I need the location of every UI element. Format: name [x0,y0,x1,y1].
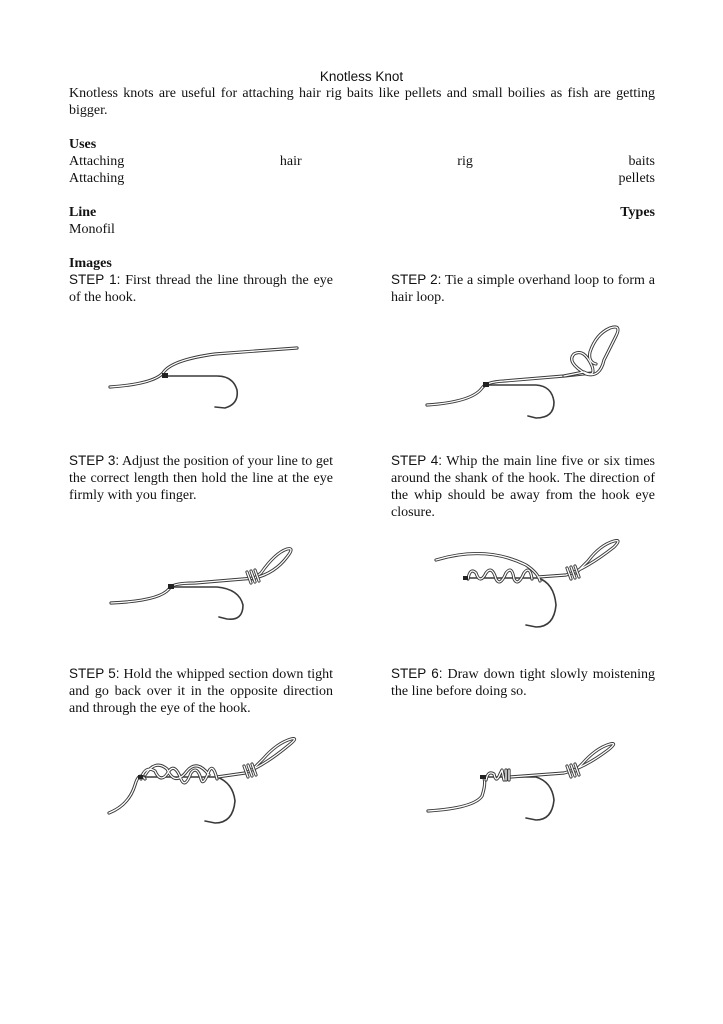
step-6-description [391,665,655,700]
line-types-heading [69,204,655,221]
types-heading: Types [620,205,655,220]
step-label: STEP 1: [69,272,121,287]
finished-knot-icon [424,740,634,830]
step-4-description [391,452,655,521]
uses-heading: Uses [69,137,97,152]
step-text: First thread the line through the eye of the hook. [69,273,333,305]
whipped-shank-icon [426,535,636,635]
step-text: Adjust the position of your line to get the correct length then hold the line at the eye firmly with you finger. [69,454,333,503]
overhand-hair-loop-icon [424,318,634,423]
step-3-description [69,452,333,504]
uses-word: Attaching [69,154,125,169]
step-2-illustration [424,318,634,423]
step-1-description [69,271,333,306]
step-text: Tie a simple overhand loop to form a hair loop. [391,273,655,305]
uses-word: Attaching [69,171,125,186]
step-1-illustration [105,340,305,410]
step-label: STEP 5: [69,666,120,681]
images-heading: Images [69,256,112,271]
adjusted-hair-length-icon [105,545,305,625]
step-text: Draw down tight slowly moistening the line before doing so. [391,667,655,699]
step-5-description [69,665,333,717]
step-3-illustration [105,545,305,625]
step-5-illustration [105,735,305,830]
uses-word: rig [457,154,473,169]
intro-paragraph: Knotless knots are useful for attaching hair rig baits like pellets and small boilies as fish are getting bigger. [69,86,655,118]
step-2-description [391,271,655,306]
step-label: STEP 3: [69,453,120,468]
step-label: STEP 2: [391,272,442,287]
step-label: STEP 6: [391,666,443,681]
back-through-eye-icon [105,735,305,830]
step-text: Hold the whipped section down tight and go back over it in the opposite direction and through the eye of the hook. [69,667,333,716]
step-text: Whip the main line five or six times around the shank of the hook. The direction of the whip should be away from the hook eye closure. [391,454,655,520]
uses-line-1 [69,153,655,170]
uses-word: pellets [618,171,655,186]
uses-line-2 [69,170,655,187]
step-4-illustration [426,535,636,635]
step-label: STEP 4: [391,453,443,468]
uses-word: baits [628,154,655,169]
hook-threaded-line-icon [105,340,305,410]
document-title: Knotless Knot [319,69,404,84]
line-type-value: Monofil [69,222,115,237]
uses-word: hair [279,154,302,169]
line-heading: Line [69,205,97,220]
step-6-illustration [424,740,634,830]
